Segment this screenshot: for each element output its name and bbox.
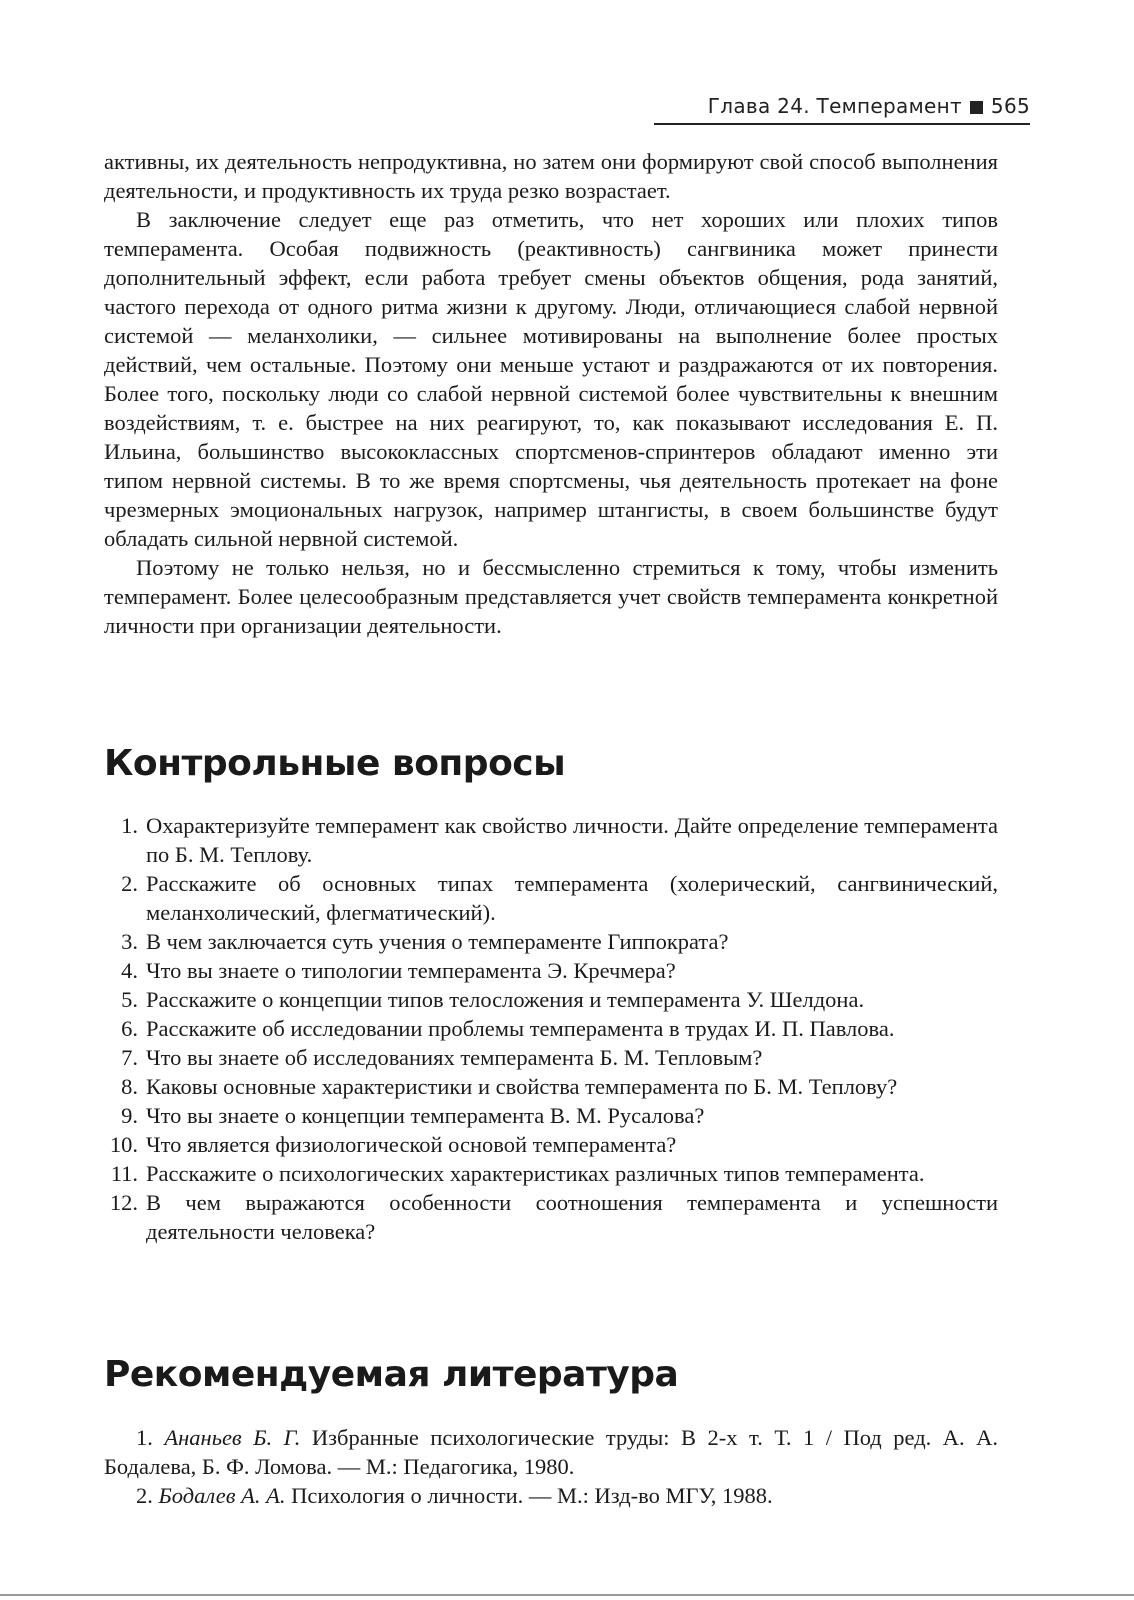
- list-item: [104, 1188, 998, 1246]
- header-rule: [654, 123, 1030, 125]
- references-list: [104, 1423, 998, 1510]
- list-item: [104, 956, 998, 985]
- item-number: 7.: [121, 1045, 138, 1070]
- list-item: [104, 1014, 998, 1043]
- item-number: 9.: [121, 1103, 138, 1128]
- reference-item: [104, 1423, 998, 1481]
- item-text: В чем выражаются особенности соотношения темперамента и успешности деятельности человека?: [146, 1190, 998, 1244]
- body-text: [104, 147, 998, 640]
- chapter-title: Глава 24. Темперамент: [707, 94, 962, 118]
- item-number: 3.: [121, 929, 138, 954]
- square-separator-icon: [970, 101, 983, 114]
- book-page: [104, 0, 1030, 1600]
- item-number: 2.: [121, 871, 138, 896]
- list-item: [104, 811, 998, 869]
- item-number: 8.: [121, 1074, 138, 1099]
- item-number: 4.: [121, 958, 138, 983]
- item-number: 11.: [110, 1161, 138, 1186]
- item-text: Охарактеризуйте темперамент как свойство личности. Дайте определение темперамента по Б. М. Теплову.: [146, 813, 998, 867]
- reference-number: 2.: [136, 1483, 153, 1508]
- reference-text: Психология о личности. — М.: Изд-во МГУ, 1988.: [291, 1483, 773, 1508]
- item-number: 1.: [121, 813, 138, 838]
- questions-list: [104, 811, 998, 1246]
- item-number: 5.: [121, 987, 138, 1012]
- item-text: Расскажите о психологических характеристиках различных типов темперамента.: [146, 1161, 925, 1186]
- item-text: Расскажите об исследовании проблемы темперамента в трудах И. П. Павлова.: [146, 1016, 895, 1041]
- item-text: Расскажите о концепции типов телосложения и темперамента У. Шелдона.: [146, 987, 865, 1012]
- item-text: В чем заключается суть учения о темпераменте Гиппократа?: [146, 929, 729, 954]
- list-item: [104, 1043, 998, 1072]
- item-text: Расскажите об основных типах темперамента (холерический, сангвинический, меланхолический, флегматический).: [146, 871, 998, 925]
- reference-author: Бодалев А. А.: [158, 1483, 286, 1508]
- paragraph: В заключение следует еще раз отметить, что нет хороших или плохих типов темперамента. Особая подвижность (реактивность) сангвиника может принести дополнительный эффект, если работа требует смены объектов общения, рода занятий, частого перехода от одного ритма жизни к другому. Люди, отличающиеся слабой нервной системой — меланхолики, — сильнее мотивированы на выполнение более простых действий, чем остальные. Поэтому они меньше устают и раздражаются от их повторения. Более того, поскольку люди со слабой нервной системой более чувствительны к внешним воздействиям, т. е. быстрее на них реагируют, то, как показывают исследования Е. П. Ильина, большинство высококлассных спортсменов-спринтеров обладают именно эти типом нервной системы. В то же время спортсмены, чья деятельность протекает на фоне чрезмерных эмоциональных нагрузок, например штангисты, в своем большинстве будут обладать сильной нервной системой.: [104, 207, 998, 551]
- item-number: 10.: [109, 1132, 138, 1157]
- reference-number: 1.: [136, 1425, 153, 1450]
- reference-item: [104, 1481, 998, 1510]
- item-text: Что вы знаете об исследованиях темперамента Б. М. Тепловым?: [146, 1045, 763, 1070]
- list-item: [104, 985, 998, 1014]
- list-item: [104, 1072, 998, 1101]
- item-text: Что вы знаете о концепции темперамента В. М. Русалова?: [146, 1103, 705, 1128]
- running-head: [708, 94, 1030, 118]
- paragraph: Поэтому не только нельзя, но и бессмысленно стремиться к тому, чтобы изменить темперамент. Более целесообразным представляется учет свойств темперамента конкретной личности при организации деятельности.: [104, 555, 998, 638]
- page-number: 565: [990, 94, 1030, 118]
- reference-author: Ананьев Б. Г.: [164, 1425, 301, 1450]
- scan-edge-rule: [0, 1594, 1134, 1596]
- section-title-questions: Контрольные вопросы: [104, 743, 566, 784]
- paragraph: активны, их деятельность непродуктивна, но затем они формируют свой способ выполнения деятельности, и продуктивность их труда резко возрастает.: [104, 149, 998, 203]
- list-item: [104, 1130, 998, 1159]
- reference-text: Избранные психологические труды: В 2-х т. Т. 1 / Под ред. А. А. Бодалева, Б. Ф. Ломова. — М.: Педагогика, 1980.: [104, 1425, 999, 1479]
- item-text: Каковы основные характеристики и свойства темперамента по Б. М. Теплову?: [146, 1074, 898, 1099]
- list-item: [104, 869, 998, 927]
- item-number: 12.: [109, 1190, 138, 1215]
- item-number: 6.: [121, 1016, 138, 1041]
- list-item: [104, 1159, 998, 1188]
- list-item: [104, 927, 998, 956]
- item-text: Что вы знаете о типологии темперамента Э. Кречмера?: [146, 958, 676, 983]
- section-title-literature: Рекомендуемая литература: [104, 1354, 679, 1395]
- list-item: [104, 1101, 998, 1130]
- item-text: Что является физиологической основой темперамента?: [146, 1132, 677, 1157]
